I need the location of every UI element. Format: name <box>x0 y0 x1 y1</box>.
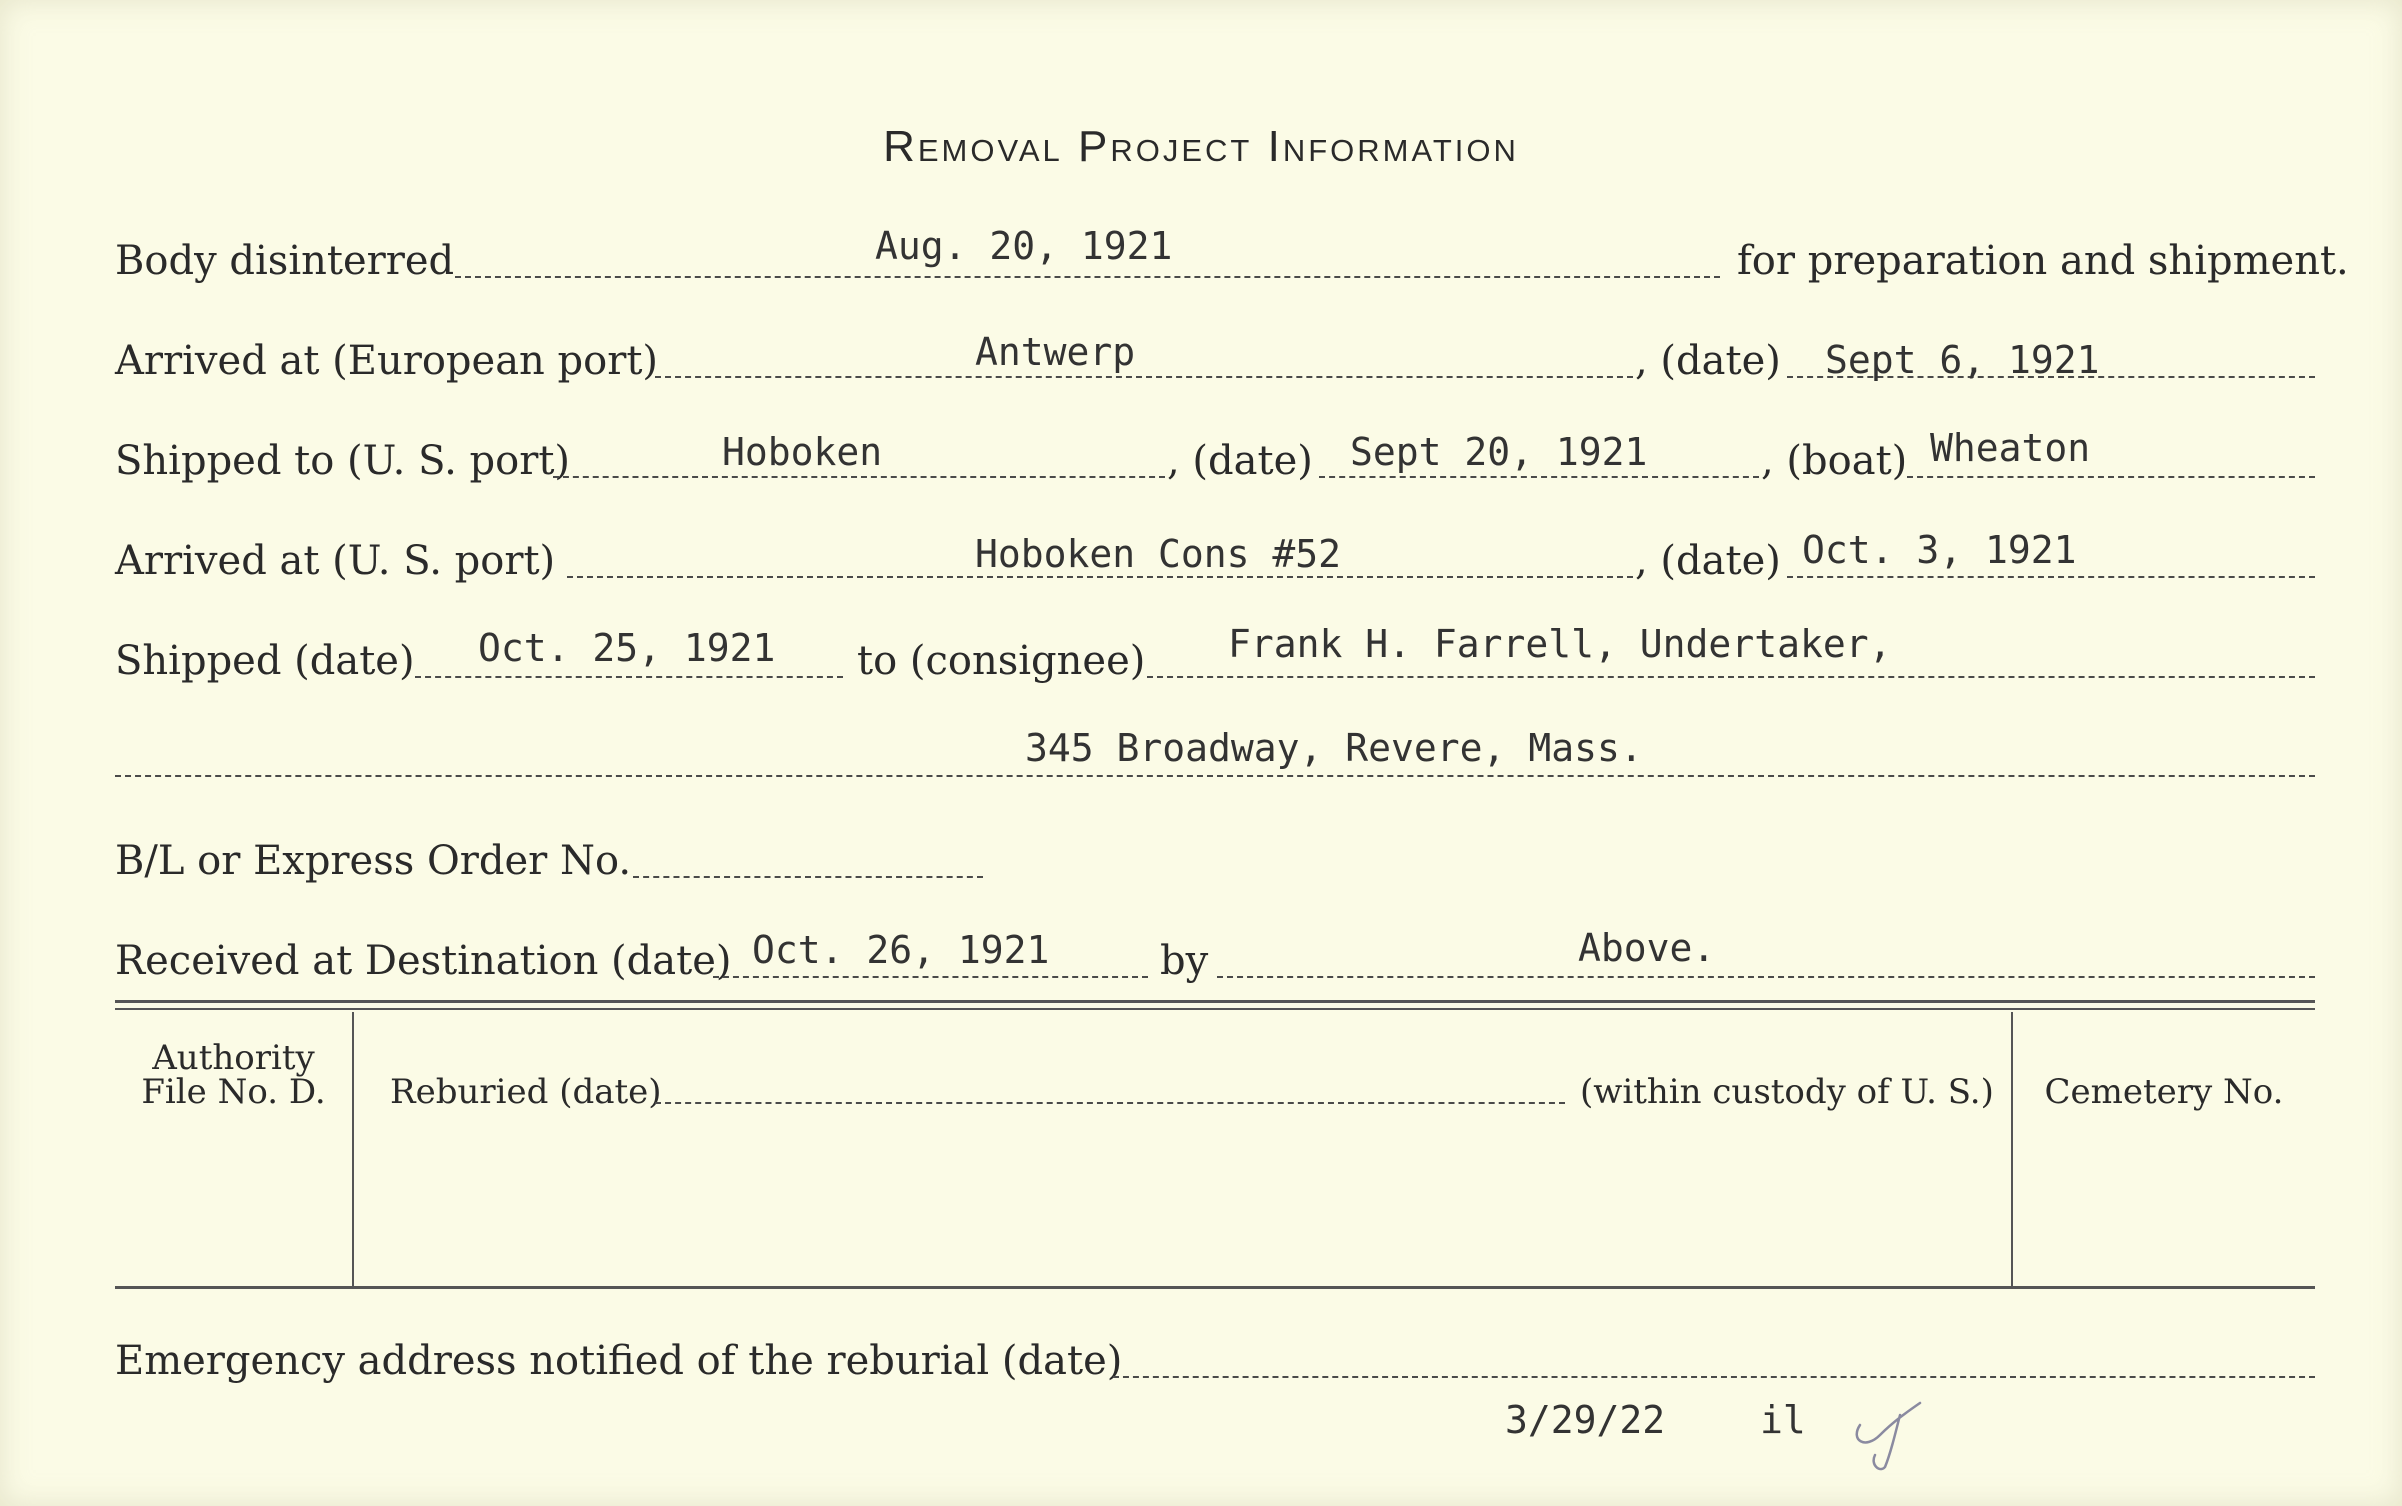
authority-label-1: Authority <box>152 1038 315 1078</box>
body-disinterred-value: Aug. 20, 1921 <box>875 224 1173 268</box>
shipped-date-label: Shipped (date) <box>115 638 415 684</box>
arrived-us-value: Hoboken Cons #52 <box>975 532 1342 576</box>
address-line <box>115 775 2315 777</box>
received-by-label: by <box>1160 938 1209 984</box>
arrived-us-date-line <box>1787 576 2315 578</box>
table-top-rule-2 <box>115 1008 2315 1010</box>
footer-initials: il <box>1760 1398 1806 1442</box>
shipped-date-line <box>415 676 843 678</box>
table-divider-left <box>352 1012 354 1287</box>
emergency-line <box>1113 1376 2315 1378</box>
shipped-us-value: Hoboken <box>722 430 883 474</box>
received-by-line <box>1217 976 2315 978</box>
shipped-us-line <box>553 476 1165 478</box>
shipped-us-boat-label: , (boat) <box>1761 438 1908 484</box>
consignee-line <box>1147 676 2315 678</box>
arrived-us-date-value: Oct. 3, 1921 <box>1802 528 2077 572</box>
arrived-european-label: Arrived at (European port) <box>115 338 659 384</box>
shipped-us-boat-line <box>1907 476 2315 478</box>
emergency-label: Emergency address notified of the reburial (date) <box>115 1338 1123 1384</box>
table-top-rule-1 <box>115 1000 2315 1003</box>
received-by-value: Above. <box>1578 926 1716 970</box>
arrived-european-line <box>655 376 1633 378</box>
bl-order-label: B/L or Express Order No. <box>115 838 632 884</box>
footer-date: 3/29/22 <box>1505 1398 1666 1442</box>
consignee-address: 345 Broadway, Revere, Mass. <box>1025 726 1643 770</box>
received-date-line <box>713 976 1148 978</box>
body-disinterred-label: Body disinterred <box>115 238 455 284</box>
shipped-us-date-label: , (date) <box>1167 438 1313 484</box>
shipped-us-label: Shipped to (U. S. port) <box>115 438 570 484</box>
consignee-label: to (consignee) <box>857 638 1146 684</box>
body-disinterred-line <box>455 276 1720 278</box>
table-bottom-rule <box>115 1286 2315 1289</box>
form-title: Removal Project Information <box>883 122 1519 171</box>
arrived-european-date-label: , (date) <box>1635 338 1781 384</box>
received-date-value: Oct. 26, 1921 <box>752 928 1050 972</box>
reburied-line <box>655 1102 1565 1104</box>
arrived-european-value: Antwerp <box>975 330 1136 374</box>
reburied-label: Reburied (date) <box>390 1072 662 1112</box>
shipped-us-date-value: Sept 20, 1921 <box>1350 430 1648 474</box>
authority-label-2: File No. D. <box>141 1072 326 1112</box>
arrived-us-label: Arrived at (U. S. port) <box>115 538 556 584</box>
arrived-us-date-label: , (date) <box>1635 538 1781 584</box>
table-divider-right <box>2011 1012 2013 1287</box>
body-disinterred-suffix: for preparation and shipment. <box>1737 238 2349 284</box>
shipped-us-date-line <box>1319 476 1759 478</box>
bl-order-line <box>633 876 983 878</box>
shipped-date-value: Oct. 25, 1921 <box>478 626 776 670</box>
consignee-value: Frank H. Farrell, Undertaker, <box>1228 622 1892 666</box>
shipped-us-boat-value: Wheaton <box>1930 426 2091 470</box>
received-label: Received at Destination (date) <box>115 938 732 984</box>
handwritten-initial-mark <box>1840 1395 1930 1475</box>
arrived-us-line <box>567 576 1633 578</box>
custody-label: (within custody of U. S.) <box>1580 1072 1994 1112</box>
cemetery-label: Cemetery No. <box>2044 1072 2284 1112</box>
arrived-european-date-value: Sept 6, 1921 <box>1825 338 2100 382</box>
